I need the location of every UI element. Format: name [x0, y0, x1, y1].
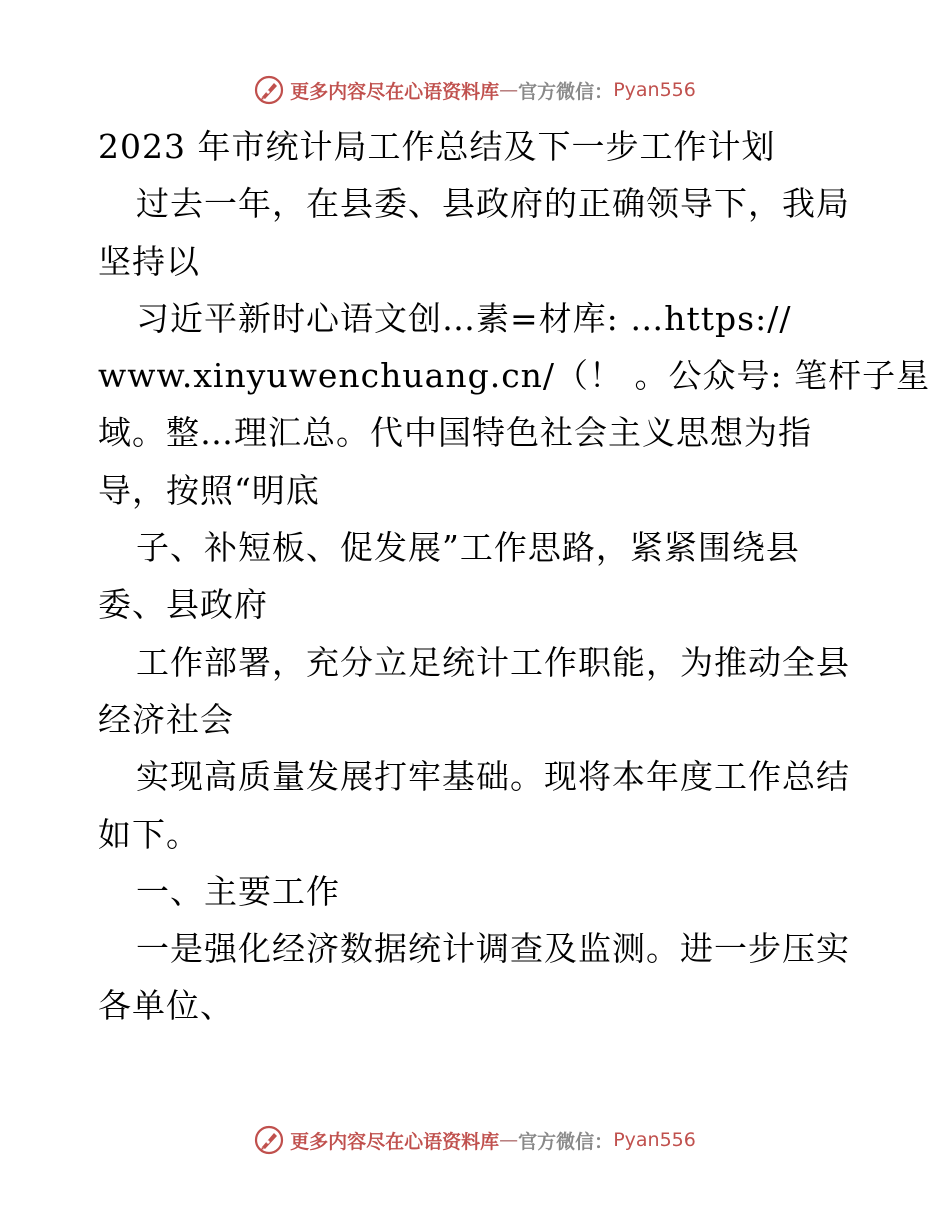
banner-wechat-label: 官方微信： — [518, 80, 614, 103]
banner-brand-text: 更多内容尽在心语资料库 — [290, 80, 500, 103]
banner-brand-text: 更多内容尽在心语资料库 — [290, 1130, 500, 1153]
paragraph-line: 如下。 — [98, 814, 200, 854]
paragraph-line: 过去一年，在县委、县政府的正确领导下，我局 — [136, 184, 850, 224]
paragraph-line: 一是强化经济数据统计调查及监测。进一步压实 — [136, 929, 850, 969]
section-heading: 一、主要工作 — [136, 871, 340, 911]
footer-banner — [0, 1120, 950, 1160]
banner-wechat-id: Pyan556 — [613, 79, 696, 101]
paragraph-line: 实现高质量发展打牢基础。现将本年度工作总结 — [136, 757, 850, 797]
banner-wechat-label: 官方微信： — [518, 1130, 614, 1153]
header-banner — [0, 70, 950, 110]
paragraph-line: 域。整…理汇总。代中国特色社会主义思想为指 — [98, 413, 812, 453]
paragraph-line: 坚持以 — [98, 241, 200, 281]
pen-logo-icon — [254, 75, 284, 105]
banner-separator: — — [499, 1129, 519, 1151]
paragraph-line: 委、县政府 — [98, 585, 268, 625]
paragraph-line: 各单位、 — [98, 986, 234, 1026]
document-title: 2023 年市统计局工作总结及下一步工作计划 — [98, 127, 776, 166]
paragraph-line: 子、补短板、促发展”工作思路，紧紧围绕县 — [136, 528, 800, 568]
paragraph-line: 工作部署，充分立足统计工作职能，为推动全县 — [136, 642, 850, 682]
pen-logo-icon — [254, 1125, 284, 1155]
paragraph-line: 习近平新时心语文创…素=材库: …https:// — [136, 298, 792, 338]
banner-separator: — — [499, 79, 519, 101]
paragraph-line: 导，按照“明底 — [98, 470, 320, 510]
banner-wechat-id: Pyan556 — [613, 1129, 696, 1151]
document-body — [98, 118, 931, 1035]
paragraph-line: www.xinyuwenchuang.cn/（！ 。公众号: 笔杆子星 — [98, 356, 931, 396]
paragraph-line: 经济社会 — [98, 699, 234, 739]
